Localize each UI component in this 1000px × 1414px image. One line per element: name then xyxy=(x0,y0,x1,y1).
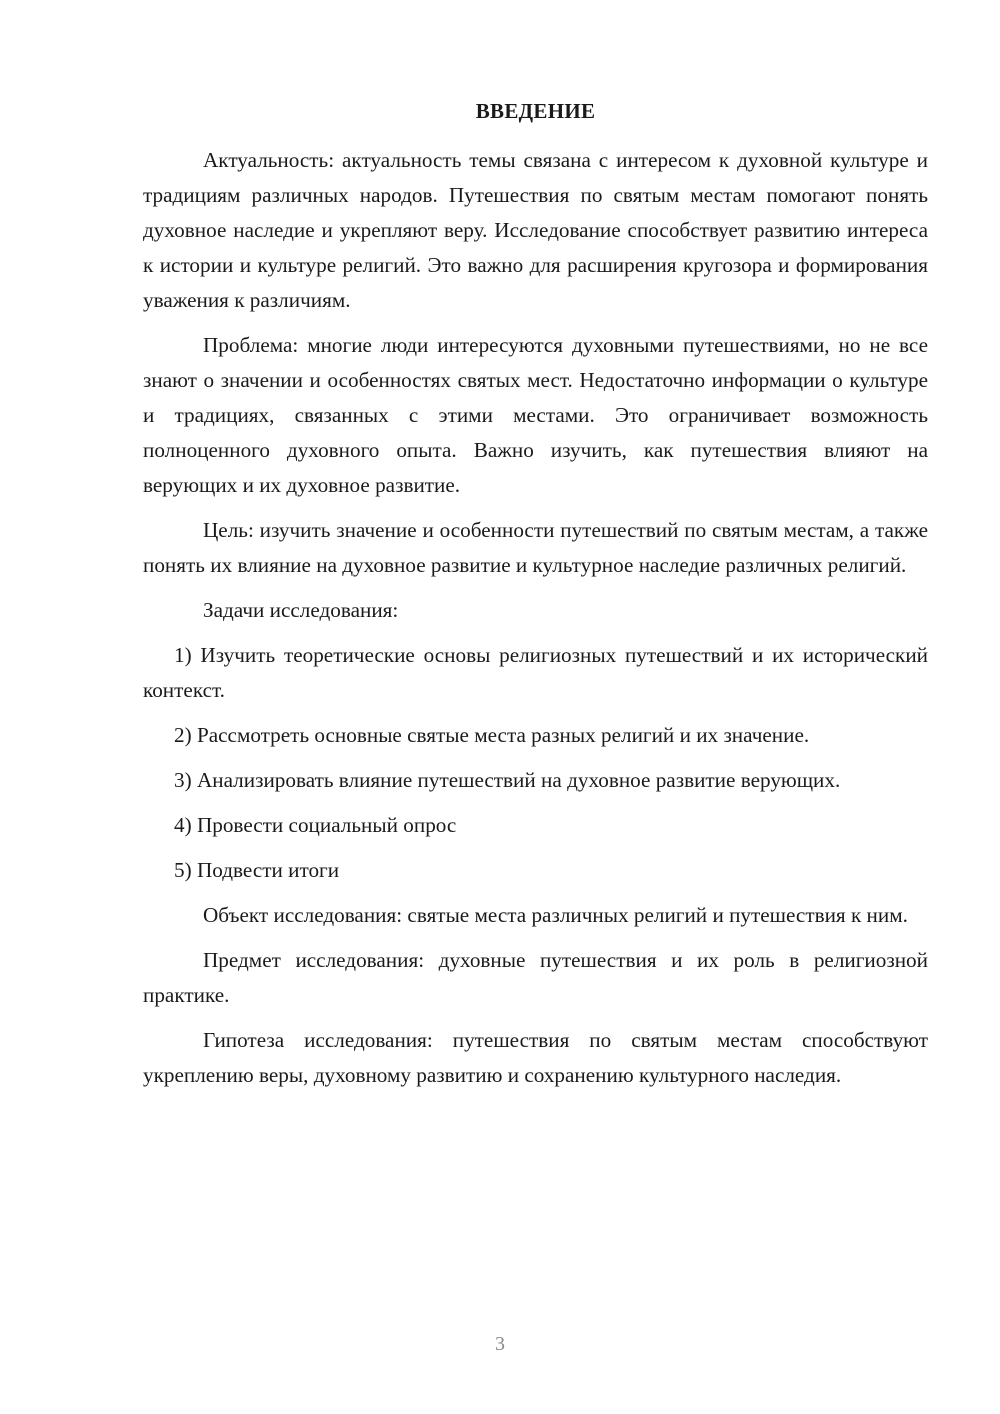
paragraph-goal: Цель: изучить значение и особенности путешествий по святым местам, а также понять их влияние на духовное развитие и культурное наследие различных религий. xyxy=(143,518,928,577)
document-body xyxy=(143,143,928,1103)
page-title: ВВЕДЕНИЕ xyxy=(475,99,596,123)
tasks-title: Задачи исследования: xyxy=(203,598,399,622)
paragraph-hypothesis: Гипотеза исследования: путешествия по святым местам способствуют укреплению веры, духовному развитию и сохранению культурного наследия. xyxy=(143,1028,928,1087)
task-item: 2) Рассмотреть основные святые места разных религий и их значение. xyxy=(174,723,810,747)
paragraph-relevance: Актуальность: актуальность темы связана с интересом к духовной культуре и традициям различных народов. Путешествия по святым местам помогают понять духовное наследие и укрепляют веру. Исследование способствует развитию интереса к истории и культуре религий. Это важно для расширения кругозора и формирования уважения к различиям. xyxy=(143,148,928,312)
paragraph-subject: Предмет исследования: духовные путешествия и их роль в религиозной практике. xyxy=(143,948,928,1007)
task-item: 5) Подвести итоги xyxy=(174,858,340,882)
task-item: 1) Изучить теоретические основы религиозных путешествий и их исторический контекст. xyxy=(143,643,928,702)
paragraph-object: Объект исследования: святые места различных религий и путешествия к ним. xyxy=(203,903,908,927)
task-item: 4) Провести социальный опрос xyxy=(174,813,457,837)
page-number: 3 xyxy=(495,1333,505,1355)
paragraph-problem: Проблема: многие люди интересуются духовными путешествиями, но не все знают о значении и особенностях святых мест. Недостаточно информации о культуре и традициях, связанных с этими местами. Это ограничивает возможность полноценного духовного опыта. Важно изучить, как путешествия влияют на верующих и их духовное развитие. xyxy=(143,333,928,497)
task-item: 3) Анализировать влияние путешествий на духовное развитие верующих. xyxy=(174,768,841,792)
